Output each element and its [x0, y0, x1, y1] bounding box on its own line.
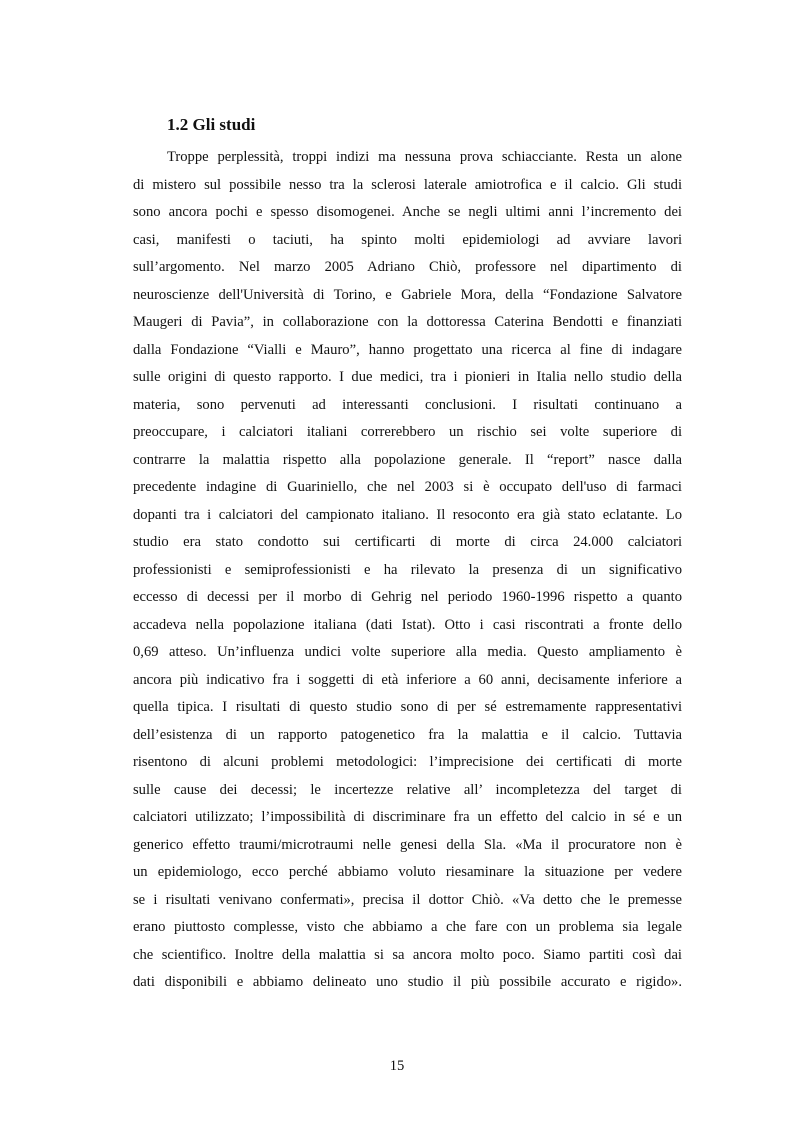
text-line: dalla Fondazione “Vialli e Mauro”, hanno progettato una ricerca al fine di indagare [133, 341, 682, 358]
text-line: eccesso di decessi per il morbo di Gehrig nel periodo 1960-1996 rispetto a quanto [133, 589, 682, 605]
text-line: sulle origini di questo rapporto. I due medici, tra i pionieri in Italia nello studio della [133, 369, 682, 385]
text-line: erano piuttosto complesse, visto che abbiamo a che fare con un problema sia legale [133, 919, 682, 935]
page-number: 15 [389, 1058, 405, 1074]
text-line: 0,69 atteso. Un’influenza undici volte superiore alla media. Questo ampliamento è [133, 644, 682, 660]
text-line: contrarre la malattia rispetto alla popolazione generale. Il “report” nasce dalla [133, 451, 682, 468]
text-line: ancora più indicativo fra i soggetti di età inferiore a 60 anni, decisamente inferiore a [133, 671, 682, 688]
text-line: Maugeri di Pavia”, in collaborazione con la dottoressa Caterina Bendotti e finanziati [133, 314, 682, 330]
text-line: casi, manifesti o taciuti, ha spinto molti epidemiologi ad avviare lavori [133, 231, 682, 248]
text-line: neuroscienze dell'Università di Torino, e Gabriele Mora, della “Fondazione Salvatore [133, 286, 682, 303]
text-line: sulle cause dei decessi; le incertezze relative all’ incompletezza del target di [133, 781, 682, 798]
text-line: studio era stato condotto sui certificarti di morte di circa 24.000 calciatori [133, 534, 682, 550]
text-line: preoccupare, i calciatori italiani correrebbero un rischio sei volte superiore di [133, 424, 682, 440]
text-line: dell’esistenza di un rapporto patogenetico fra la malattia e il calcio. Tuttavia [133, 726, 682, 743]
text-line: sono ancora pochi e spesso disomogenei. Anche se negli ultimi anni l’incremento dei [133, 204, 682, 220]
text-line: di mistero sul possibile nesso tra la sclerosi laterale amiotrofica e il calcio. Gli studi [133, 176, 682, 193]
text-line: quella tipica. I risultati di questo studio sono di per sé estremamente rappresentativi [133, 699, 682, 715]
text-line: dopanti tra i calciatori del campionato italiano. Il resoconto era già stato eclatante. Lo [133, 506, 682, 523]
text-line: Troppe perplessità, troppi indizi ma nessuna prova schiacciante. Resta un alone [167, 149, 682, 165]
text-line: materia, sono pervenuti ad interessanti conclusioni. I risultati continuano a [133, 396, 682, 413]
text-line: calciatori utilizzato; l’impossibilità di discriminare fra un effetto del calcio in sé e un [133, 809, 682, 825]
text-line: accadeva nella popolazione italiana (dati Istat). Otto i casi riscontrati a fronte dello [133, 616, 682, 633]
text-line: precedente indagine di Guariniello, che nel 2003 si è occupato dell'uso di farmaci [133, 479, 682, 495]
body-paragraph [133, 144, 682, 997]
text-line: sull’argomento. Nel marzo 2005 Adriano Chiò, professore nel dipartimento di [133, 259, 682, 275]
text-line: se i risultati venivano confermati», precisa il dottor Chiò. «Va detto che le premesse [133, 891, 682, 908]
text-line: che scientifico. Inoltre della malattia si sa ancora molto poco. Siamo partiti così dai [133, 946, 682, 963]
text-line: professionisti e semiprofessionisti e ha rilevato la presenza di un significativo [133, 561, 682, 578]
text-line: generico effetto traumi/microtraumi nelle genesi della Sla. «Ma il procuratore non è [133, 836, 682, 853]
section-heading: 1.2 Gli studi [167, 115, 256, 134]
text-line: risentono di alcuni problemi metodologici: l’imprecisione dei certificati di morte [133, 754, 682, 770]
text-line: un epidemiologo, ecco perché abbiamo voluto riesaminare la situazione per vedere [133, 864, 682, 880]
text-line: dati disponibili e abbiamo delineato uno studio il più possibile accurato e rigido». [133, 974, 682, 990]
